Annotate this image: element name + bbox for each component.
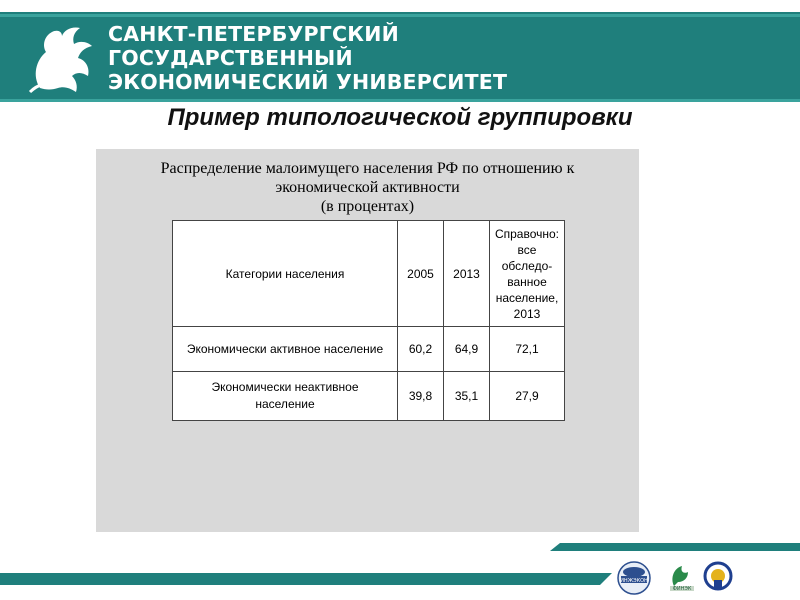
header-reference-line: население,	[495, 290, 559, 305]
row-category: Экономически активное население	[173, 327, 398, 372]
emblem-logo-icon	[705, 563, 731, 589]
finek-logo-icon	[670, 566, 694, 592]
header-reference-line: 2013	[513, 306, 541, 321]
row-category-line: население	[255, 397, 315, 411]
header-cell-reference	[490, 221, 565, 327]
griffin-logo-icon	[22, 16, 102, 96]
university-name-line: САНКТ-ПЕТЕРБУРГСКИЙ	[108, 22, 399, 46]
header	[0, 0, 800, 104]
header-cell-category: Категории населения	[173, 221, 398, 327]
finek-logo-text: ФИНЭК	[672, 586, 692, 592]
university-name	[108, 22, 507, 94]
header-cell-2005: 2005	[398, 221, 444, 327]
table-header-row	[173, 221, 565, 327]
header-reference-line: ванное	[507, 274, 547, 289]
header-reference-line: Справочно:	[494, 226, 560, 241]
row-value-2005: 60,2	[398, 327, 444, 372]
row-category	[173, 372, 398, 421]
table-title	[96, 159, 639, 216]
table-row	[173, 327, 565, 372]
table-row	[173, 372, 565, 421]
data-table	[172, 220, 565, 421]
footer-logos	[612, 556, 792, 596]
table-title-line: Распределение малоимущего населения РФ по отношению к	[160, 160, 575, 177]
footer-band	[560, 543, 800, 551]
header-stripe	[0, 14, 800, 17]
row-value-reference: 72,1	[490, 327, 565, 372]
slide-title: Пример типологической группировки	[167, 104, 633, 131]
row-value-2005: 39,8	[398, 372, 444, 421]
header-reference-line: обследо-	[501, 258, 553, 273]
university-name-line: ЭКОНОМИЧЕСКИЙ УНИВЕРСИТЕТ	[108, 70, 508, 94]
footer-band	[0, 573, 600, 585]
header-cell-2013: 2013	[444, 221, 490, 327]
partner-logo-text: ИНЖЭКОН	[620, 578, 648, 584]
university-name-line: ГОСУДАРСТВЕННЫЙ	[108, 46, 353, 70]
row-category-line: Экономически неактивное	[211, 380, 359, 394]
header-stripe	[0, 99, 800, 102]
row-value-2013: 64,9	[444, 327, 490, 372]
content-panel	[96, 149, 639, 532]
row-value-2013: 35,1	[444, 372, 490, 421]
partner-logo-round-icon	[618, 562, 650, 594]
table-title-line: экономической активности	[275, 179, 460, 196]
row-value-reference: 27,9	[490, 372, 565, 421]
header-reference-line: все	[517, 242, 537, 257]
table-title-line: (в процентах)	[320, 198, 415, 215]
